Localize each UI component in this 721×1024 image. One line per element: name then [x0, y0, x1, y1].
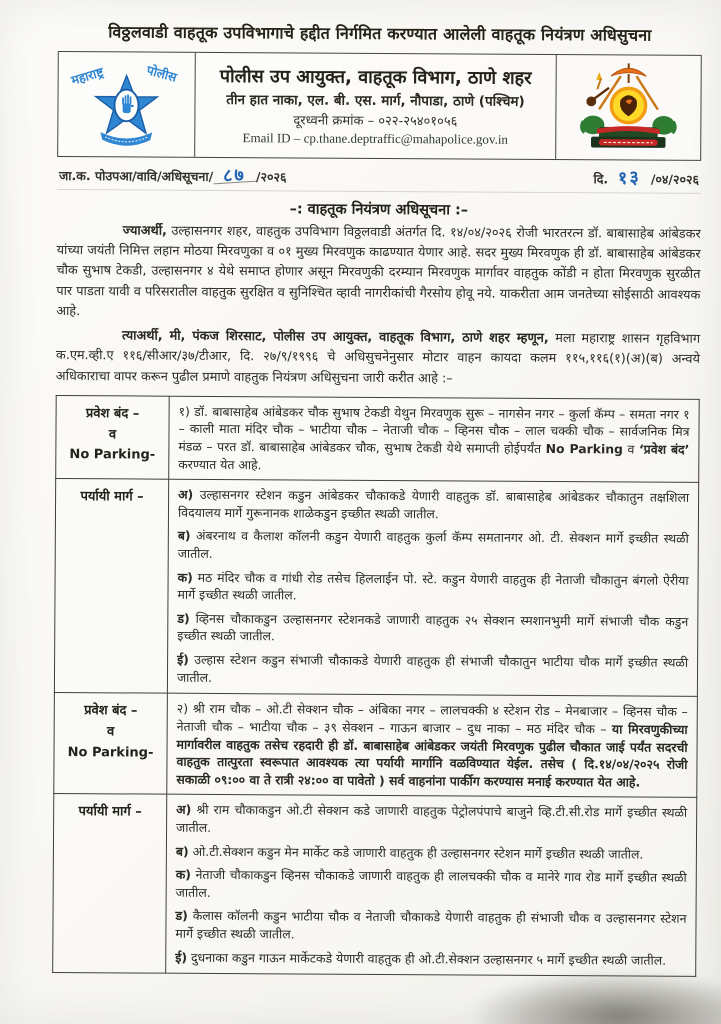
- office-phone: दूरध्वनी क्रमांक – ०२२-२५४०१०५६: [293, 113, 458, 130]
- route-text: १) डॉ. बाबासाहेब आंबेडकर चौक सुभाष टेकडी येथुन मिरवणुक सुरू – नागसेन नगर – कुर्ला कॅम्प – समता नगर १ – काली माता मंदिर चौक – भाटीया चौक – नेताजी चौक – व्हिनस चौक – लाल चक्की चौक – सार्वजनिक मित्र मंडळ – परत डॉ. बाबासाहेब आंबेडकर चौक, सुभाष टेकडी येथे समाप्ती होईपर्यंत: [178, 403, 690, 456]
- municipal-emblem-cell: [555, 55, 701, 160]
- date-number-handwritten: १३: [617, 166, 642, 190]
- item-marker: अ): [176, 802, 192, 818]
- route-text: २) श्री राम चौक – ओ.टी सेक्शन चौक – अंबिका नगर – लालचक्की ४ स्टेशन रोड – मेनबाजार – व्हिनस चौक – नेताजी चौक – भाटीया चौक – ३९ सेक्शन – गाऊन बाजार – दुध नाका – मठ मंदिर चौक –: [176, 701, 688, 737]
- notice-heading: –: वाहतूक नियंत्रण अधिसूचना :–: [289, 201, 469, 219]
- item-marker: ई): [177, 651, 189, 667]
- outward-year: /२०२६: [255, 169, 287, 185]
- municipal-emblem-icon: [569, 58, 688, 157]
- label-line: प्रवेश बंद –: [85, 405, 140, 422]
- row-label-no-entry-2: [54, 693, 168, 795]
- item-marker: ई): [175, 949, 188, 965]
- item-text: उल्हासनगर स्टेशन कडुन आंबेडकर चौकाकडे येणारी वाहतुक डॉ. बाबासाहेब आंबेडकर चौकातुन तक्षशिला विदयालय मार्गे गुरूनानक शाळेकडुन इच्छीत स्थळी जातील.: [177, 487, 690, 522]
- route-item: [176, 801, 687, 839]
- label-line: व: [106, 724, 115, 740]
- maharashtra-police-logo-icon: [68, 56, 185, 153]
- table-row-no-entry-1: [56, 395, 699, 482]
- route-text: व: [622, 441, 640, 457]
- row-content-alternate-routes-2: [166, 795, 697, 977]
- outward-number-handwritten: ८७: [213, 169, 256, 185]
- document-title: विठ्ठलवाडी वाहतूक उपविभागाचे हद्दीत निर्गमित करण्यात आलेली वाहतूक नियंत्रण अधिसुचना: [108, 22, 652, 45]
- item-marker: ड): [177, 610, 190, 626]
- office-name: पोलीस उप आयुक्त, वाहतूक विभाग, ठाणे शहर: [219, 65, 532, 89]
- item-marker: क): [175, 866, 192, 882]
- office-address: तीन हात नाका, एल. बी. एस. मार्ग, नौपाडा, ठाणे (पश्चिम): [226, 92, 525, 110]
- office-email: Email ID – cp.thane.deptraffic@mahapolice.gov.in: [242, 130, 509, 147]
- svg-text:पोलीस: पोलीस: [145, 62, 179, 85]
- label-line: प्रवेश बंद –: [84, 703, 138, 719]
- label-line: पर्यायी मार्ग –: [78, 804, 142, 820]
- route-item: [178, 486, 689, 524]
- route-item: [178, 527, 689, 565]
- label-line: No Parking-: [67, 744, 154, 761]
- label-line: No Parking-: [69, 447, 156, 463]
- row-label-alternate-routes-2: [53, 794, 167, 974]
- route-text-bold: ‘प्रवेश बंद’: [638, 441, 690, 457]
- item-text: दुधनाका कडुन गाऊन मार्केटकडे येणारी वाहतुक ही ओ.टी.सेक्शन उल्हासनगर ५ मार्गे इच्छीत स्थळी जातील.: [186, 949, 667, 968]
- paragraph-therefore: [56, 326, 700, 391]
- item-marker: ब): [177, 528, 191, 544]
- row-label-alternate-routes-1: [54, 479, 168, 694]
- route-item: [177, 651, 688, 689]
- item-text: अंबरनाथ व कैलाश कॉलनी कडुन येणारी वाहतुक कुर्ला कॅम्प समतानगर ओ. टी. सेक्शन मार्गे इच्छीत स्थळी जातील.: [177, 528, 689, 561]
- route-item: [177, 568, 688, 606]
- route-text-bold: No Parking: [545, 440, 623, 457]
- table-row-no-entry-2: [54, 693, 698, 798]
- paragraph-therefore-body: मला महाराष्ट्र शासन गृहविभाग क.एम.व्ही.ए ११६/सीआर/३७/टीआर, दि. २७/९/१९९६ चे अधिसुचनेनुसार मोटार वाहन कायदा कलम ११५,११६(१)(अ)(ब) अन्वये अधिकाराचा वापर करून पुढील प्रमाणे वाहतुक नियंत्रण अधिसुचना जारी करीत आहे :–: [55, 331, 701, 386]
- notice-date-line: [593, 166, 700, 190]
- reference-row: [57, 164, 701, 194]
- paragraph-whereas: [56, 221, 701, 326]
- police-logo-cell: [58, 52, 196, 157]
- item-text: नेताजी चौकाकडुन व्हिनस चौकाकडे जाणारी वाहतुक ही लालचक्की चौक व मानेरे गाव रोड मार्गे इच्छीत स्थळी जातील.: [175, 866, 687, 900]
- label-line: व: [108, 426, 117, 442]
- date-label: दि.: [593, 171, 609, 187]
- table-row-alternate-routes-2: [53, 794, 697, 977]
- row-content-no-entry-1: [169, 396, 699, 483]
- route-item: [175, 907, 686, 945]
- route-text-bold: या मिरवणुकीच्या मार्गावरील वाहतुक तसेच रहदारी ही डॉ. बाबासाहेब आंबेडकर जयंती मिरवणुक पुढील चौकात जाई पर्यंत सदरची वाहतुक तात्पुरता स्वरूपात आवश्यक त्या पर्यायी मार्गानि वळविण्यात येईल. तसेच ( दि.१४/०४/२०२५ रोजी सकाळी ०९:०० वा ते रात्री २४:०० वा पावेतो ) सर्व वाहनांना पार्कीग करण्यास मनाई करण्यात येत आहे.: [176, 721, 688, 790]
- paragraph-whereas-body: उल्हासनगर शहर, वाहतुक उपविभाग विठ्ठलवाडी अंतर्गत दि. १४/०४/२०२६ रोजी भारतरत्न डॉ. बाबासाहेब आंबेडकर यांच्या जयंती निमित्त लहान मोठया मिरवणुका व ०१ मुख्य मिरवणुक काढण्यात येणार आहे. सदर मुख्य मिरवणुक ही डॉ. बाबासाहेब आंबेडकर चौक सुभाष टेकडी, उल्हासनगर ४ येथे समाप्त होणार असून मिरवणुकी दरम्यान मिरवणुक मार्गावर वाहतुक कोंडी न होता मिरवणुक सुरळीत पार पाडता यावी व परिसरातील वाहतुक सुरक्षित व सुनिश्चित व्हावी नागरीकांची गैरसोय होवू नये. याकरीता आम जनतेच्या सोईसाठी आवश्यक आहे.: [56, 223, 701, 320]
- item-text: कैलास कॉलनी कडुन भाटीया चौक व नेताजी चौकाकडे येणारी वाहतुक ही संभाजी चौक व उल्हासनगर स्टेशन मार्गे इच्छीत स्थळी जातील.: [175, 908, 687, 942]
- row-label-no-entry-1: [56, 395, 170, 479]
- item-text: मठ मंदिर चौक व गांधी रोड तसेच हिललाईन पो. स्टे. कडुन येणारी वाहतुक ही नेताजी चौकातुन बंगलो ऐरीया मार्गे इच्छीत स्थळी जातील.: [177, 569, 689, 603]
- item-text: ओ.टी.सेक्शन कडुन मेन मार्केट कडे जाणारी वाहतुक ही उल्हासनगर स्टेशन मार्गे इच्छीत स्थळी जातील.: [188, 843, 644, 862]
- route-item: [177, 610, 688, 648]
- paragraph-whereas-lead: ज्याअर्थी,: [122, 223, 167, 239]
- outward-number-line: [59, 164, 287, 187]
- item-marker: ब): [175, 843, 189, 859]
- route-item: [175, 948, 686, 969]
- outward-prefix: जा.क. पोउपआ/वावि/अधिसूचना/: [59, 168, 214, 184]
- item-marker: अ): [178, 486, 194, 503]
- item-text: व्हिनस चौकाकडुन उल्हासनगर स्टेशनकडे जाणारी वाहतुक २५ सेक्शन स्मशानभुमी मार्गे संभाजी चौक कडुन इच्छीत स्थळी जातील.: [177, 610, 689, 644]
- paragraph-therefore-lead: त्याअर्थी, मी, पंकज शिरसाट, पोलीस उप आयुक्त, वाहतूक विभाग, ठाणे शहर म्हणून,: [122, 328, 549, 347]
- item-text: श्री राम चौकाकडुन ओ.टी सेक्शन कडे जाणारी वाहतुक पेट्रोलपंपाचे बाजुने व्हि.टी.सी.रोड मार्गे इच्छीत स्थळी जातील.: [176, 802, 688, 835]
- item-text: उल्हास स्टेशन कडुन संभाजी चौकाकडे येणारी वाहतुक ही संभाजी चौकातुन भाटीया चौक मार्गे इच्छीत स्थळी जातील.: [176, 651, 689, 685]
- letterhead: [57, 51, 702, 161]
- table-row-alternate-routes-1: [54, 479, 698, 697]
- item-marker: क): [177, 569, 193, 585]
- letterhead-text: [195, 53, 556, 159]
- traffic-notice-table: [52, 395, 700, 977]
- date-rest: /०४/२०२६: [650, 171, 700, 187]
- svg-text:महाराष्ट्र: महाराष्ट्र: [69, 63, 106, 88]
- route-text: करण्यात येत आहे.: [178, 456, 262, 472]
- route-item: [176, 842, 687, 863]
- route-item: [176, 866, 687, 904]
- document-content: [52, 20, 702, 977]
- item-marker: ड): [175, 908, 188, 924]
- scan-shadow: [471, 971, 721, 1024]
- label-line: पर्यायी मार्ग –: [80, 489, 144, 505]
- row-content-no-entry-2: [167, 693, 698, 797]
- row-content-alternate-routes-1: [167, 479, 698, 696]
